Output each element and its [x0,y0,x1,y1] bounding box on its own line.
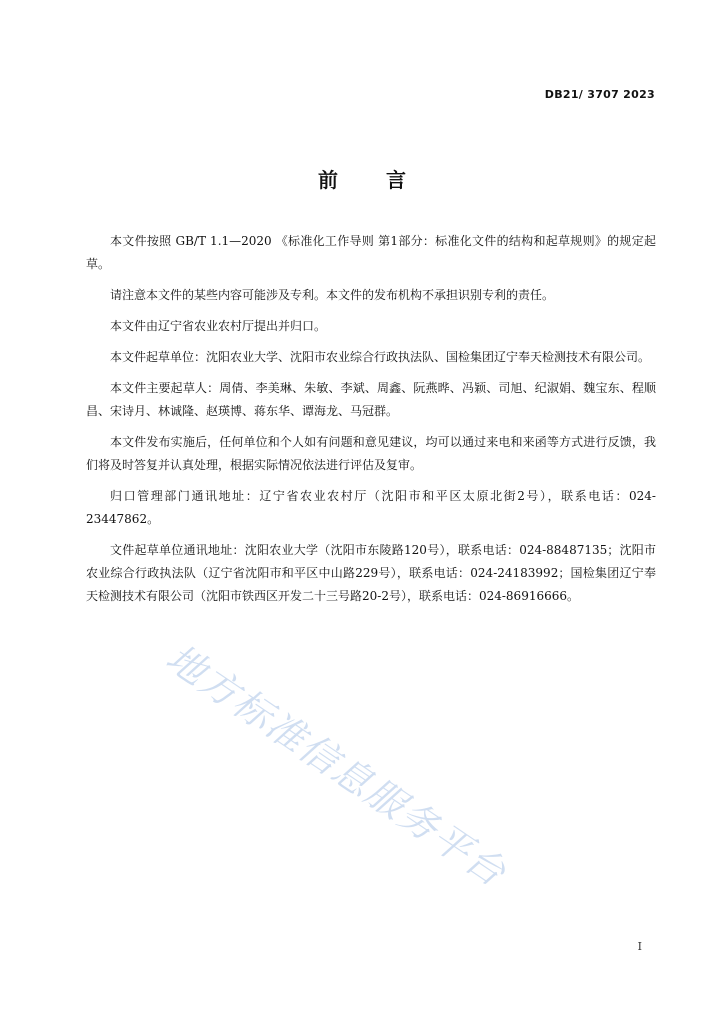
watermark: 地方标准信息服务平台 [158,635,515,896]
standard-code: DB21/ 3707 2023 [544,88,655,101]
page-number: I [637,940,642,953]
paragraph-drafting-units: 本文件起草单位：沈阳农业大学、沈阳市农业综合行政执法队、国检集团辽宁奉天检测技术有限公司。 [110,350,651,364]
paragraph-feedback: 本文件发布实施后，任何单位和个人如有问题和意见建议，均可以通过来电和来函等方式进行反馈，我们将及时答复并认真处理，根据实际情况依法进行评估及复审。 [86,435,656,472]
paragraph-drafting-rules: 本文件按照 GB/T 1.1—2020 《标准化工作导则 第1部分：标准化文件的结构和起草规则》的规定起草。 [86,234,656,271]
paragraph-drafter-addresses: 文件起草单位通讯地址：沈阳农业大学（沈阳市东陵路120号），联系电话：024-88487135；沈阳市农业综合行政执法队（辽宁省沈阳市和平区中山路229号），联系电话：024-24183992；国检集团辽宁奉天检测技术有限公司（沈阳市铁西区开发二十三号路20-2号），联系电话：024-86916666。 [86,543,656,603]
paragraph-drafters: 本文件主要起草人：周倩、李美琳、朱敏、李斌、周鑫、阮燕晔、冯颖、司旭、纪淑娟、魏宝东、程顺昌、宋诗月、林诚隆、赵瑛博、蒋东华、谭海龙、马冠群。 [86,381,656,418]
paragraph-proposer: 本文件由辽宁省农业农村厅提出并归口。 [110,319,327,333]
paragraph-patent-notice: 请注意本文件的某些内容可能涉及专利。本文件的发布机构不承担识别专利的责任。 [110,288,555,302]
page-title: 前言 [318,168,454,192]
document-body [86,230,656,616]
paragraph-admin-address: 归口管理部门通讯地址：辽宁省农业农村厅（沈阳市和平区太原北街2号），联系电话：024-23447862。 [86,489,656,526]
